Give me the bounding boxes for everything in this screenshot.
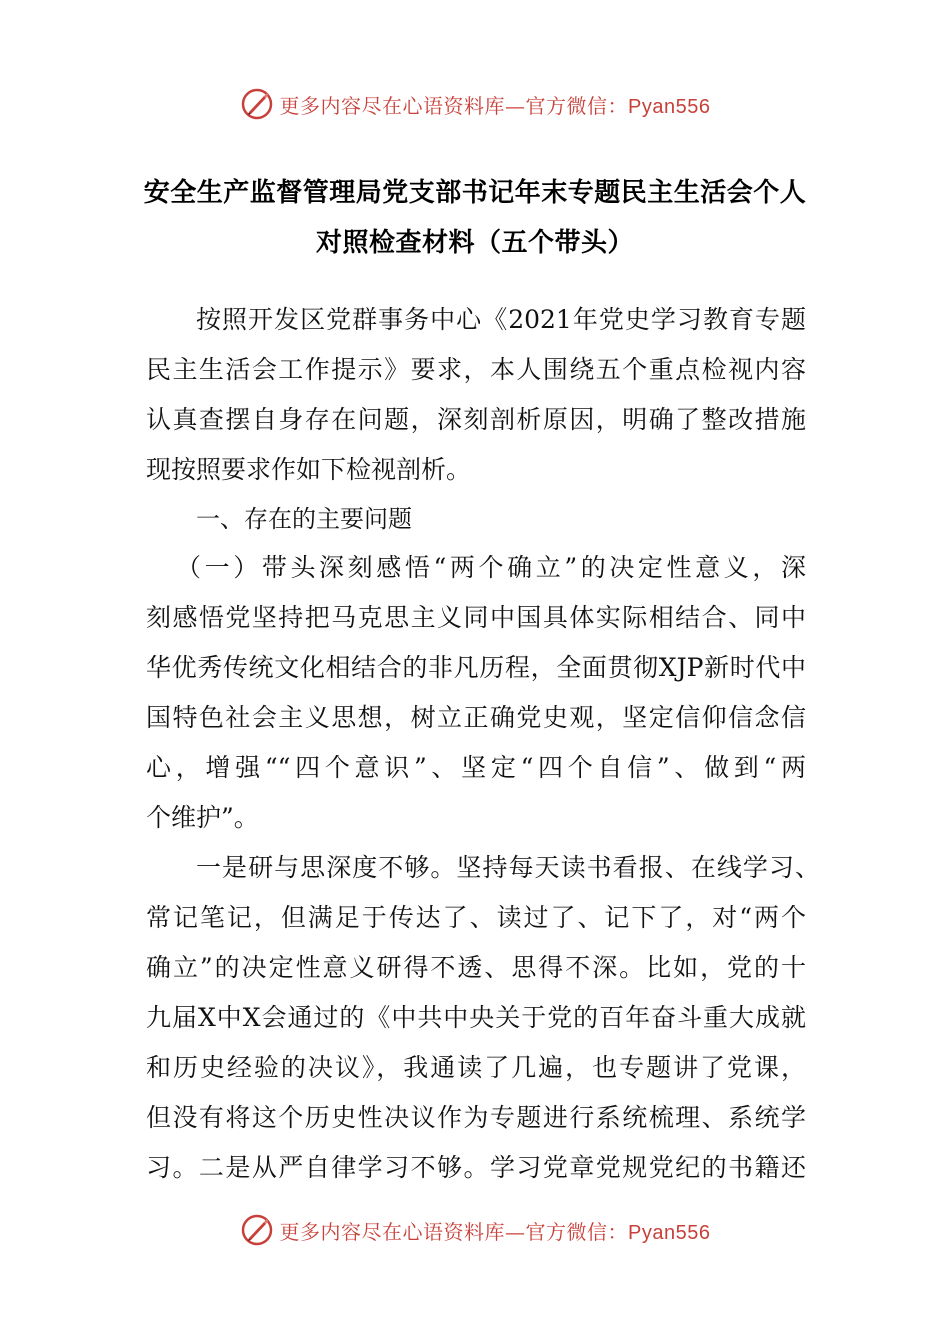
header-watermark-banner: [0, 84, 950, 124]
header-banner-text: 更多内容尽在心语资料库—官方微信：Pyan556: [279, 93, 711, 118]
footer-banner-text: 更多内容尽在心语资料库—官方微信：Pyan556: [279, 1219, 711, 1244]
item1-line-6: 个维护”。: [146, 803, 259, 832]
point1-line-1: 一是研与思深度不够。坚持每天读书看报、在线学习、: [196, 853, 820, 882]
intro-line-1: 按照开发区党群事务中心《2021年党史学习教育专题: [196, 305, 806, 334]
intro-line-3: 认真查摆自身存在问题，深刻剖析原因，明确了整改措施: [146, 405, 806, 434]
intro-line-2: 民主生活会工作提示》要求，本人围绕五个重点检视内容: [146, 355, 806, 384]
point1-line-5: 和历史经验的决议》，我通读了几遍，也专题讲了党课，: [146, 1053, 806, 1082]
footer-wechat-id: Pyan556: [628, 1221, 711, 1244]
quill-logo-icon: [240, 1213, 274, 1247]
item1-line-3: 华优秀传统文化相结合的非凡历程，全面贯彻XJP新时代中: [146, 653, 806, 682]
point1-line-3: 确立”的决定性意义研得不透、思得不深。比如，党的十: [146, 953, 806, 982]
item1-line-1: （一）带头深刻感悟“两个确立”的决定性意义，深: [176, 553, 806, 582]
quill-logo-icon: [240, 87, 274, 121]
point1-line-7: 习。二是从严自律学习不够。学习党章党规党纪的书籍还: [146, 1153, 806, 1182]
intro-line-4: 现按照要求作如下检视剖析。: [146, 455, 472, 484]
document-title-line-2: 对照检查材料（五个带头）: [315, 228, 634, 258]
item1-line-2: 刻感悟党坚持把马克思主义同中国具体实际相结合、同中: [146, 603, 806, 632]
point1-line-4: 九届X中X会通过的《中共中央关于党的百年奋斗重大成就: [146, 1003, 806, 1032]
section-heading-1: 一、存在的主要问题: [196, 505, 412, 533]
document-title-line-1: 安全生产监督管理局党支部书记年末专题民主生活会个人: [143, 178, 807, 208]
item1-line-5: 心，增强““四个意识”、坚定“四个自信”、做到“两: [146, 753, 806, 782]
item1-line-4: 国特色社会主义思想，树立正确党史观，坚定信仰信念信: [146, 703, 806, 732]
point1-line-6: 但没有将这个历史性决议作为专题进行系统梳理、系统学: [146, 1103, 806, 1132]
point1-line-2: 常记笔记，但满足于传达了、读过了、记下了，对“两个: [146, 903, 806, 932]
footer-watermark-banner: [0, 1210, 950, 1250]
header-wechat-id: Pyan556: [628, 95, 711, 118]
